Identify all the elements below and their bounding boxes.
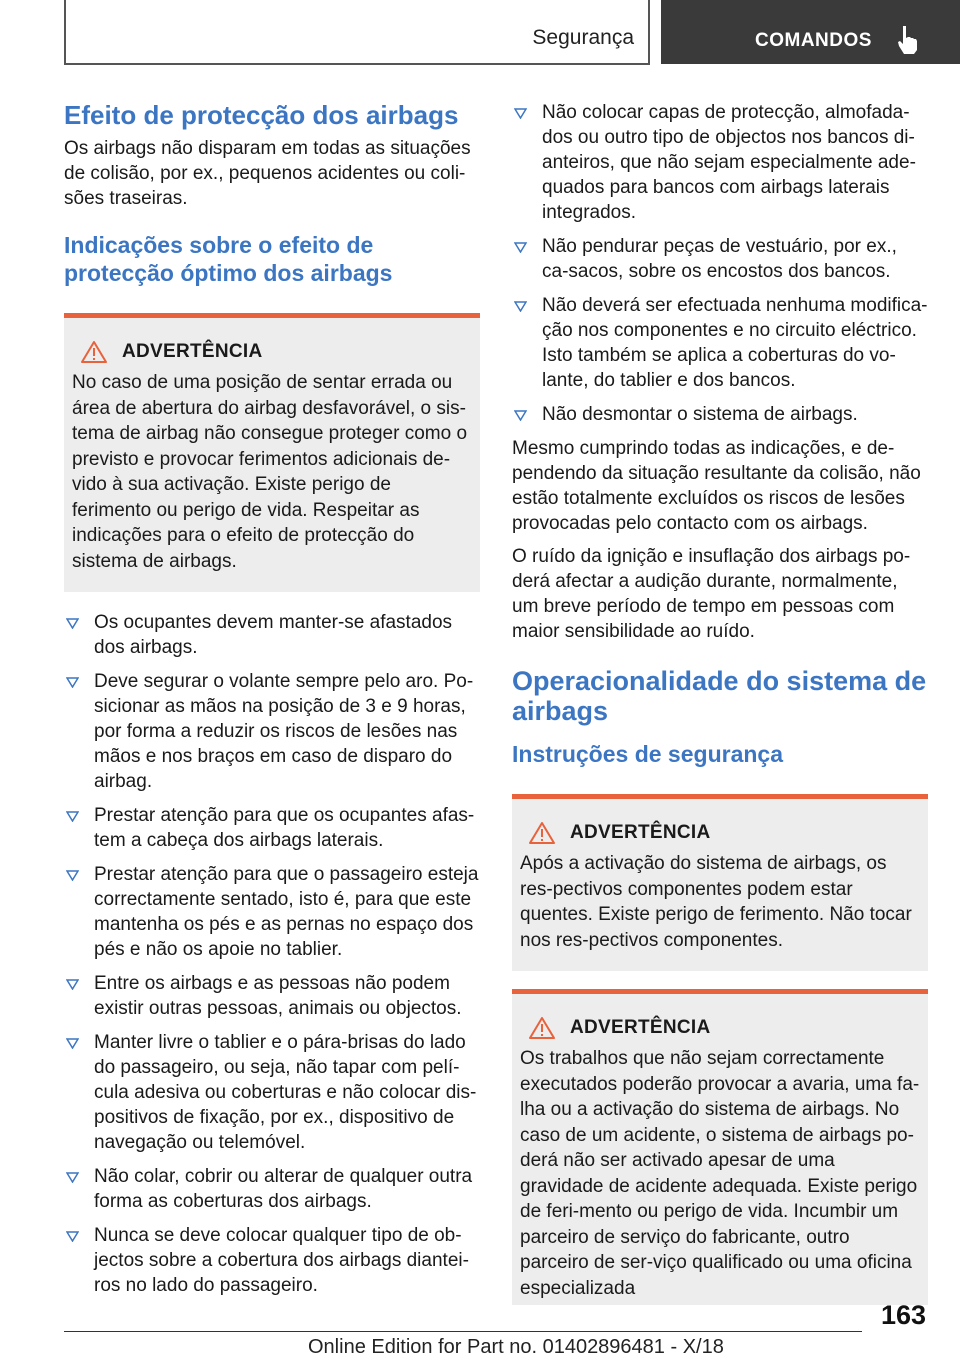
triangle-bullet-icon bbox=[66, 677, 79, 688]
warning-box bbox=[512, 794, 928, 971]
footer-edition: Online Edition for Part no. 01402896481 - X/18 bbox=[308, 1336, 724, 1358]
list-item bbox=[64, 1164, 480, 1214]
warning-text: No caso de uma posição de sentar errada ou área de abertura do airbag desfavorável, o sis-tema de airbag não consegue proteger como o previsto e provocar ferimentos adicionais de-vido à sua activação. Existe perigo de ferimento ou perigo de vida. Respeitar as indicações para o efeito de protecção do sistema de airbags. bbox=[72, 372, 468, 572]
list-item-text: Os ocupantes devem manter-se afastados dos airbags. bbox=[94, 612, 453, 658]
warning-label: ADVERTÊNCIA bbox=[122, 341, 263, 362]
header-section-title: Segurança bbox=[532, 26, 634, 49]
list-item-text: Não desmontar o sistema de airbags. bbox=[542, 404, 858, 425]
body-paragraph: O ruído da ignição e insuflação dos airbags po-derá afectar a audição durante, normalmente, um breve período de tempo em pessoas com maior sensibilidade ao ruído. bbox=[512, 546, 911, 642]
warning-label: ADVERTÊNCIA bbox=[570, 822, 711, 843]
subsection-heading: Indicações sobre o efeito de protecção óptimo dos airbags bbox=[64, 232, 393, 286]
warning-title-row bbox=[528, 821, 920, 845]
list-item bbox=[64, 1030, 480, 1155]
list-item-text: Entre os airbags e as pessoas não podem existir outras pessoas, animais ou objectos. bbox=[94, 973, 462, 1019]
body-paragraph: Mesmo cumprindo todas as indicações, e de-pendendo da situação resultante da colisão, não estão totalmente excluídos os riscos de lesões provocadas pelo contacto com os airbags. bbox=[512, 438, 921, 534]
list-item-text: Manter livre o tablier e o pára-brisas do lado do passageiro, ou seja, não tapar com pelí-cula adesiva ou coberturas e não colocar dis-positivos de fixação, por ex., dispositivo de navegação ou telemóvel. bbox=[94, 1032, 477, 1153]
list-item bbox=[512, 100, 928, 225]
list-item-text: Nunca se deve colocar qualquer tipo de ob-jectos sobre a cobertura dos airbags diantei-ros no lado do passageiro. bbox=[94, 1225, 469, 1296]
triangle-bullet-icon bbox=[66, 1038, 79, 1049]
warning-text: Após a activação do sistema de airbags, os res-pectivos componentes podem estar quentes. Existe perigo de ferimento. Não tocar nos res-pectivos componentes. bbox=[520, 853, 912, 951]
list-item bbox=[512, 234, 928, 284]
warning-triangle-icon bbox=[80, 340, 108, 364]
list-item-text: Prestar atenção para que o passageiro esteja correctamente sentado, isto é, para que este mantenha os pés e as pernas no espaço dos pés e não os apoie no tablier. bbox=[94, 864, 479, 960]
list-item bbox=[512, 402, 928, 427]
left-column bbox=[64, 100, 480, 1307]
list-item-text: Deve segurar o volante sempre pelo aro. Po-sicionar as mãos na posição de 3 e 9 horas, por forma a reduzir os riscos de lesões nas mãos e nos braços em caso de disparo do airbag. bbox=[94, 671, 474, 792]
header-divider bbox=[648, 0, 650, 64]
intro-paragraph: Os airbags não disparam em todas as situações de colisão, por ex., pequenos acidentes ou coli-sões traseiras. bbox=[64, 138, 471, 209]
triangle-bullet-icon bbox=[66, 870, 79, 881]
warning-box bbox=[64, 313, 480, 592]
list-item bbox=[64, 971, 480, 1021]
safety-list bbox=[64, 610, 480, 1298]
header-bottom-rule bbox=[64, 63, 650, 65]
list-item bbox=[64, 1223, 480, 1298]
triangle-bullet-icon bbox=[514, 242, 527, 253]
triangle-bullet-icon bbox=[66, 618, 79, 629]
safety-list-continued bbox=[512, 100, 928, 427]
triangle-bullet-icon bbox=[514, 108, 527, 119]
page-number: 163 bbox=[880, 1300, 926, 1330]
list-item bbox=[64, 610, 480, 660]
triangle-bullet-icon bbox=[514, 410, 527, 421]
warning-triangle-icon bbox=[528, 821, 556, 845]
triangle-bullet-icon bbox=[514, 301, 527, 312]
warning-triangle-icon bbox=[528, 1016, 556, 1040]
warning-box bbox=[512, 989, 928, 1305]
right-column bbox=[512, 100, 928, 1323]
list-item-text: Não pendurar peças de vestuário, por ex., ca-sacos, sobre os encostos dos bancos. bbox=[542, 236, 897, 282]
warning-title-row bbox=[80, 340, 472, 364]
header-left-rule bbox=[64, 0, 66, 64]
triangle-bullet-icon bbox=[66, 1172, 79, 1183]
triangle-bullet-icon bbox=[66, 979, 79, 990]
list-item bbox=[512, 293, 928, 393]
list-item bbox=[64, 862, 480, 962]
section-heading: Efeito de protecção dos airbags bbox=[64, 100, 459, 130]
triangle-bullet-icon bbox=[66, 1231, 79, 1242]
list-item-text: Não colocar capas de protecção, almofada-dos ou outro tipo de objectos nos bancos di-anteiros, que não sejam especialmente ade-quados para bancos com airbags laterais integrados. bbox=[542, 102, 916, 223]
list-item-text: Não deverá ser efectuada nenhuma modifica-ção nos componentes e no circuito eléctrico. Isto também se aplica a coberturas do vo-lante, do tablier e dos bancos. bbox=[542, 295, 928, 391]
triangle-bullet-icon bbox=[66, 811, 79, 822]
footer-rule bbox=[64, 1331, 862, 1332]
section-heading: Operacionalidade do sistema de airbags bbox=[512, 666, 927, 726]
list-item-text: Não colar, cobrir ou alterar de qualquer outra forma as coberturas dos airbags. bbox=[94, 1166, 473, 1212]
chapter-tab-label: COMANDOS bbox=[755, 30, 872, 51]
list-item bbox=[64, 803, 480, 853]
chapter-tab[interactable] bbox=[661, 0, 960, 64]
subsection-heading: Instruções de segurança bbox=[512, 741, 783, 767]
hand-pointer-icon bbox=[895, 24, 921, 56]
warning-label: ADVERTÊNCIA bbox=[570, 1017, 711, 1038]
list-item bbox=[64, 669, 480, 794]
warning-title-row bbox=[528, 1016, 920, 1040]
list-item-text: Prestar atenção para que os ocupantes afas-tem a cabeça dos airbags laterais. bbox=[94, 805, 475, 851]
warning-text: Os trabalhos que não sejam correctamente executados poderão provocar a avaria, uma fa-lha ou a activação do sistema de airbags. No caso de um acidente, o sistema de airbags po-derá não ser activado apesar de uma gravidade de acidente adequada. Existe perigo de feri-mento ou perigo de vida. Incumbir um parceiro de serviço do fabricante, outro parceiro de ser-viço qualificado ou uma oficina especializada bbox=[520, 1048, 920, 1299]
